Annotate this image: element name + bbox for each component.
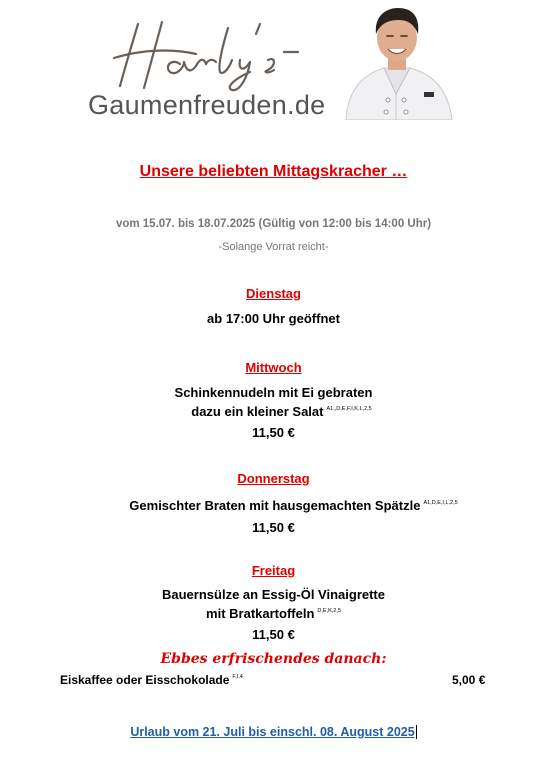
tuesday-note: ab 17:00 Uhr geöffnet bbox=[207, 311, 340, 326]
day-heading-friday: Freitag bbox=[251, 563, 296, 578]
dessert-price: 5,00 € bbox=[452, 673, 486, 687]
chef-photo bbox=[338, 4, 456, 120]
signature-logo bbox=[100, 14, 300, 94]
dessert-item: Eiskaffee oder Eisschokolade $^{F,I,4}$ bbox=[60, 673, 243, 687]
wednesday-dish-line-1: Schinkennudeln mit Ei gebraten bbox=[174, 385, 373, 400]
day-heading-thursday: Donnerstag bbox=[237, 471, 310, 486]
friday-allergens: D,E,K,2,5 bbox=[317, 608, 341, 614]
stock-note: -Solange Vorrat reicht- bbox=[218, 241, 329, 253]
wednesday-allergens: A1,,D,E,F,I,K,L,2,5 bbox=[326, 406, 372, 412]
friday-dish-line-1: Bauernsülze an Essig-Öl Vinaigrette bbox=[162, 587, 385, 602]
wednesday-dish-line-2: dazu ein kleiner Salat $^{A1,,D,E,F,I,K,L,2,5}$ bbox=[191, 404, 372, 419]
page-headline: Unsere beliebten Mittagskracher … bbox=[139, 163, 408, 180]
day-heading-wednesday: Mittwoch bbox=[245, 360, 302, 375]
validity-period: vom 15.07. bis 18.07.2025 (Gültig von 12:00 bis 14:00 Uhr) bbox=[115, 218, 432, 230]
thursday-dish-line-1: Gemischter Braten mit hausgemachten Spätzle $^{A1,D,E,I,L,2,5}$ bbox=[129, 498, 458, 513]
thursday-allergens: A1,D,E,I,L,2,5 bbox=[423, 500, 458, 506]
friday-price: 11,50 € bbox=[252, 627, 295, 642]
thursday-price: 11,50 € bbox=[252, 520, 295, 535]
day-heading-tuesday: Dienstag bbox=[246, 286, 301, 301]
vacation-notice[interactable]: Urlaub vom 21. Juli bis einschl. 08. August 2025 bbox=[130, 725, 415, 739]
brand-text: Gaumenfreuden.de bbox=[88, 90, 326, 120]
friday-dish-line-2: mit Bratkartoffeln $^{D,E,K,2,5}$ bbox=[206, 606, 341, 621]
dessert-heading: Ebbes erfrischendes danach: bbox=[160, 651, 387, 667]
dessert-allergens: F,I,4 bbox=[232, 674, 243, 680]
wednesday-price: 11,50 € bbox=[252, 425, 295, 440]
